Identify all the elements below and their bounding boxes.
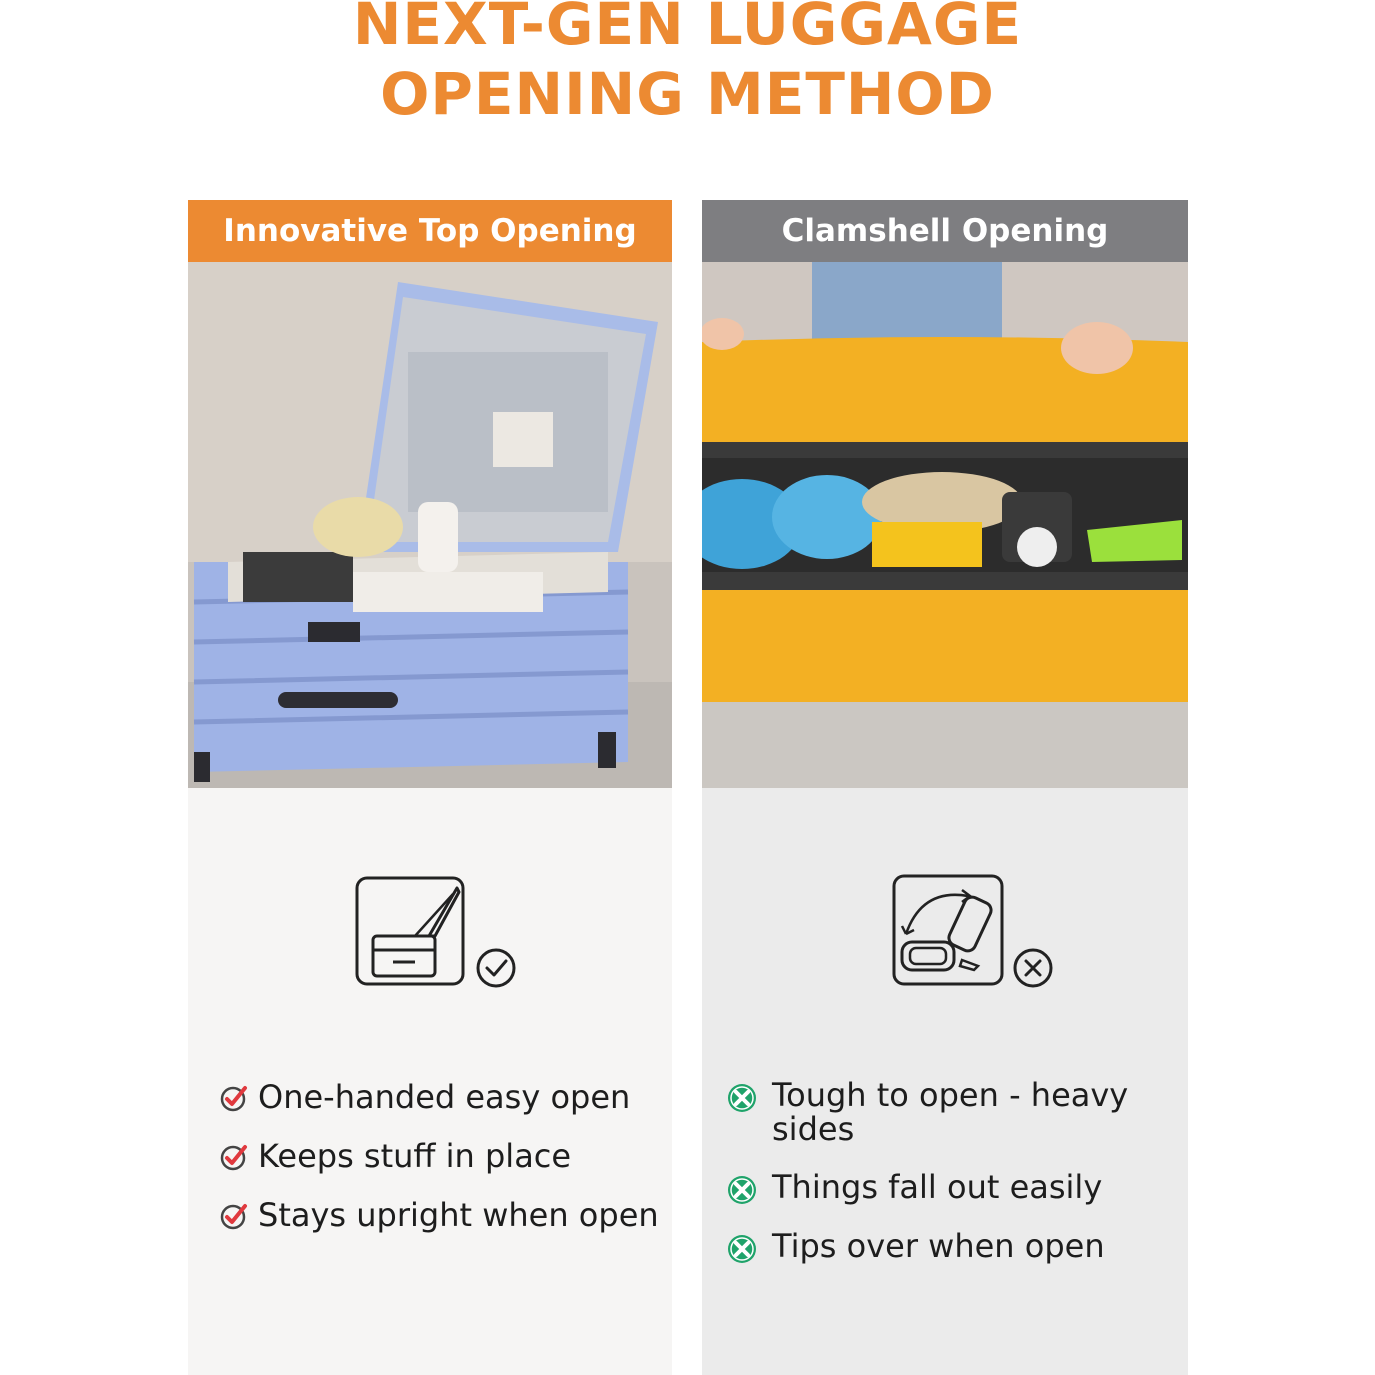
top-opening-header: Innovative Top Opening xyxy=(188,200,672,262)
headline-line-1: NEXT-GEN LUGGAGE xyxy=(352,0,1023,58)
feature-text: One-handed easy open xyxy=(258,1078,631,1116)
green-x-icon xyxy=(726,1174,758,1212)
red-check-icon xyxy=(220,1084,248,1118)
x-circle-icon xyxy=(1012,947,1054,993)
clamshell-opening-header: Clamshell Opening xyxy=(702,200,1188,262)
feature-text: Things fall out easily xyxy=(772,1168,1103,1206)
check-circle-icon xyxy=(475,947,517,993)
blue-suitcase-top-opening-photo xyxy=(188,262,672,788)
top-opening-column xyxy=(188,200,672,1375)
top-opening-suitcase-icon xyxy=(355,876,465,990)
red-check-icon xyxy=(220,1202,248,1236)
clamshell-suitcase-icon xyxy=(892,874,1004,990)
red-check-icon xyxy=(220,1143,248,1177)
clamshell-opening-column xyxy=(702,200,1188,1375)
feature-text: Tips over when open xyxy=(772,1227,1105,1265)
feature-text: Stays upright when open xyxy=(258,1196,659,1234)
yellow-suitcase-clamshell-photo xyxy=(702,262,1188,788)
headline-line-2: OPENING METHOD xyxy=(380,60,995,128)
green-x-icon xyxy=(726,1082,758,1120)
feature-text: Tough to open - heavy sides xyxy=(772,1076,1129,1148)
green-x-icon xyxy=(726,1233,758,1271)
feature-text: Keeps stuff in place xyxy=(258,1137,572,1175)
